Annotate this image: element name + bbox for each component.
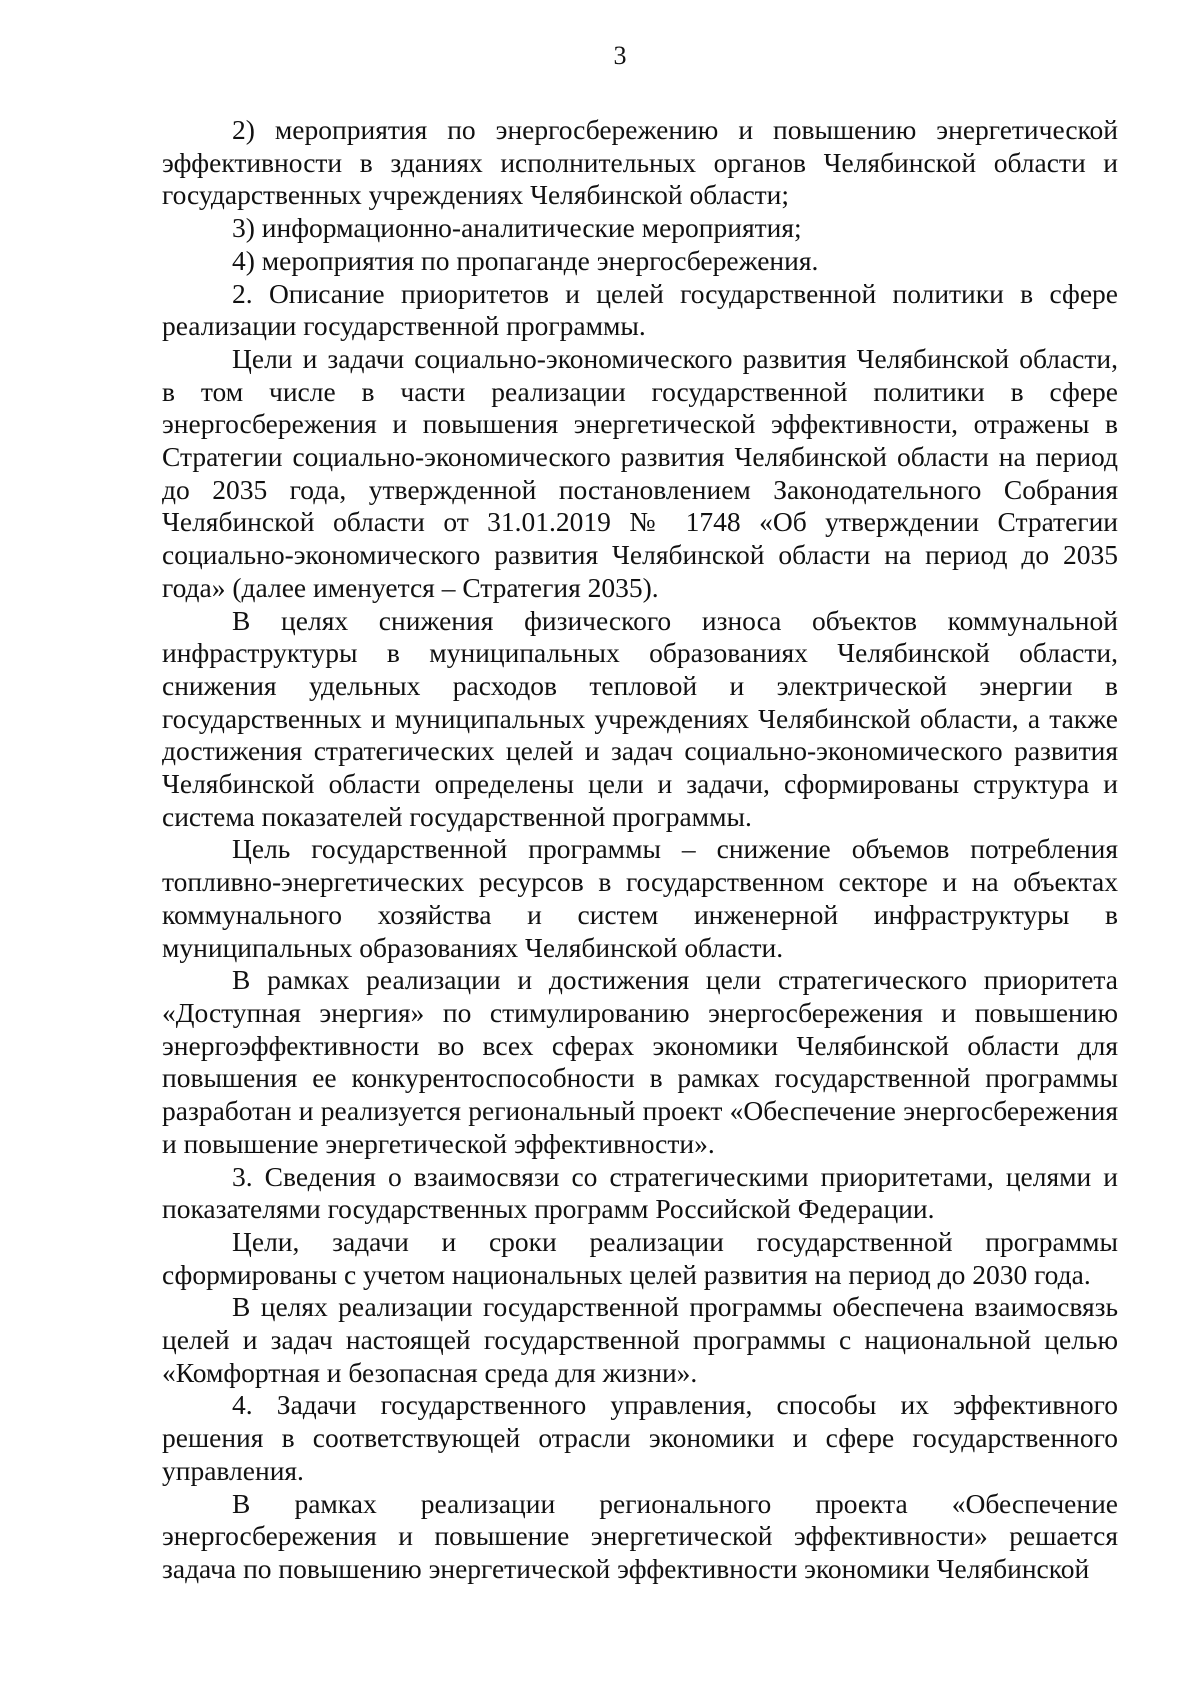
paragraph-item-2-state-buildings: 2) мероприятия по энергосбережению и повышению энергетической эффективности в зданиях исполнительных органов Челябинской области и государственных учреждениях Челябинской области; xyxy=(162,114,1118,211)
section-heading-3-interrelation: 3. Сведения о взаимосвязи со стратегическими приоритетами, целями и показателями государственных программ Российской Федерации. xyxy=(162,1160,1118,1225)
paragraph-item-3-analytics: 3) информационно-аналитические мероприятия; xyxy=(232,212,802,244)
paragraph-program-goal: Цель государственной программы – снижение объемов потребления топливно-энергетических ресурсов в государственном секторе и на объектах коммунального хозяйства и систем инженерной инфраструктуры в муниципальных образованиях Челябинской области. xyxy=(162,833,1118,963)
paragraph-national-goals: Цели, задачи и сроки реализации государственной программы сформированы с учетом национальных целей развития на период до 2030 года. xyxy=(162,1225,1118,1290)
section-heading-4-management-tasks: 4. Задачи государственного управления, способы их эффективного решения в соответствующей отрасли экономики и сфере государственного управления. xyxy=(162,1389,1118,1486)
paragraph-accessible-energy: В рамках реализации и достижения цели стратегического приоритета «Доступная энергия» по стимулированию энергосбережения и повышению энергоэффективности во всех сферах экономики Челябинской области для повышения ее конкурентоспособности в рамках государственной программы разработан и реализуется региональный проект «Обеспечение энергосбережения и повышение энергетической эффективности». xyxy=(162,964,1118,1159)
paragraph-infrastructure-goals: В целях снижения физического износа объектов коммунальной инфраструктуры в муниципальных образованиях Челябинской области, снижения удельных расходов тепловой и электрической энергии в государственных и муниципальных учреждениях Челябинской области, а также достижения стратегических целей и задач социально-экономического развития Челябинской области определены цели и задачи, сформированы структура и система показателей государственной программы. xyxy=(162,604,1118,832)
paragraph-comfortable-environment: В целях реализации государственной программы обеспечена взаимосвязь целей и задач настоящей государственной программы с национальной целью «Комфортная и безопасная среда для жизни». xyxy=(162,1291,1118,1388)
paragraph-item-4-propaganda: 4) мероприятия по пропаганде энергосбережения. xyxy=(232,244,819,276)
paragraph-regional-project: В рамках реализации регионального проекта «Обеспечение энергосбережения и повышение энергетической эффективности» решается задача по повышению энергетической эффективности экономики Челябинской xyxy=(162,1487,1118,1584)
page-number: 3 xyxy=(613,41,627,70)
paragraph-strategy-2035: Цели и задачи социально-экономического развития Челябинской области, в том числе в части реализации государственной политики в сфере энергосбережения и повышения энергетической эффективности, отражены в Стратегии социально-экономического развития Челябинской области на период до 2035 года, утвержденной постановлением Законодательного Собрания Челябинской области от 31.01.2019 № 1748 «Об утверждении Стратегии социально-экономического развития Челябинской области на период до 2035 года» (далее именуется – Стратегия 2035). xyxy=(162,342,1118,603)
section-heading-2-priorities: 2. Описание приоритетов и целей государственной политики в сфере реализации государственной программы. xyxy=(162,277,1118,342)
document-body xyxy=(162,114,1118,1586)
